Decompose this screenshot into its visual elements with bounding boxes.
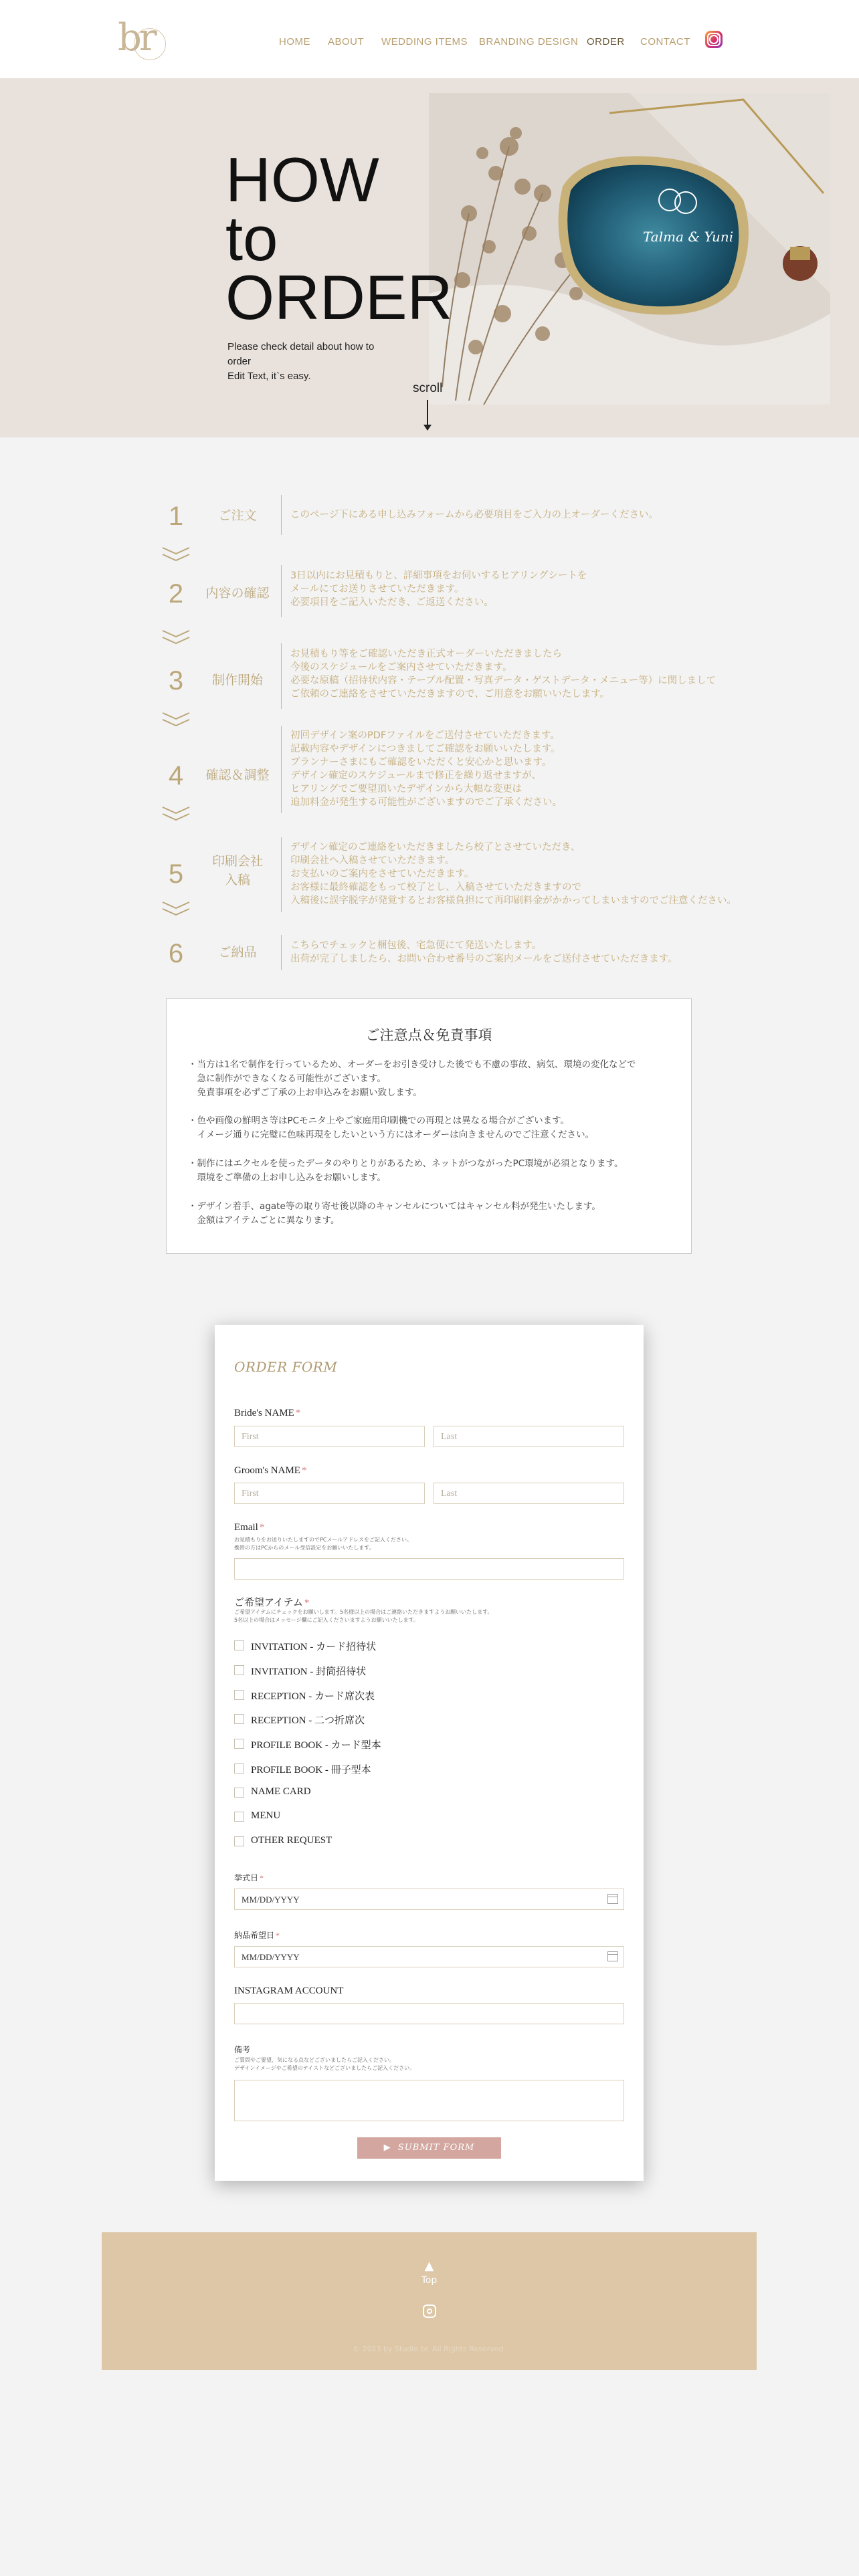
delivery-date-label: 納品希望日 * [234,1931,280,1940]
checkbox-icon[interactable] [234,1812,244,1822]
bride-last-name-input[interactable]: Last [434,1426,624,1447]
chevron-down-icon [161,711,191,727]
nav-home[interactable]: HOME [279,36,310,47]
hero-title: HOW to ORDER [225,144,453,332]
item-checkbox[interactable]: NAME CARD [234,1785,435,1801]
checkbox-icon[interactable] [234,1640,244,1650]
chevron-down-icon [161,805,191,821]
step-title: ご注文 [218,508,257,523]
email-input[interactable] [234,1558,624,1580]
back-to-top-label: Top [421,2275,438,2286]
checkbox-icon[interactable] [234,1665,244,1675]
step-divider [281,837,282,912]
logo-text: br [118,16,155,60]
scroll-label[interactable]: scroll [413,381,443,395]
site-footer [102,2232,757,2370]
step-title: 印刷会社 入稿 [211,854,263,887]
step-description: お見積もり等をご確認いただき正式オーダーいただきましたら 今後のスケジュールをご案内させていただきます。 必要な原稿（招待状内容・テーブル配置・写真データ・ゲストデータ・メニュー等）に関しまして ご依頼のご連絡をさせていただきますので、ご用意をお願いいたします。 [290,649,717,700]
item-checkbox[interactable]: OTHER REQUEST [234,1834,435,1850]
item-checkbox[interactable]: INVITATION - 封筒招待状 [234,1662,435,1679]
message-label: 備考 [234,2045,251,2054]
wedding-date-value: MM/DD/YYYY [242,1895,300,1905]
instagram-account-input[interactable] [234,2003,624,2024]
nav-order[interactable]: ORDER [587,36,625,47]
step-title: ご納品 [218,945,257,960]
checkbox-icon[interactable] [234,1690,244,1700]
notice-item: ・制作にはエクセルを使ったデータのやりとりがあるため、ネットがつながったPC環境が必須となります。 環境をご準備の上お申し込みをお願いします。 [188,1158,624,1183]
step-divider [281,935,282,970]
footer-instagram-icon[interactable] [423,2304,436,2318]
step-number: 5 [168,859,184,889]
checkbox-icon[interactable] [234,1714,244,1724]
step-description: 初回デザイン案のPDFファイルをご送付させていただきます。 記載内容やデザインにつきましてご確認をお願いいたします。 プランナーさまにもご確認をいただくと安心かと思います。 デザイン確定のスケジュールまで修正を繰り返せますが、 ヒアリングでご要望頂いたデザインから大幅な変更は 追加料金が発生する可能性がございますのでご了承ください。 [290,730,562,808]
nav-contact[interactable]: CONTACT [640,36,690,47]
step-title: 確認＆調整 [205,768,270,782]
hero-subtitle-line2: Edit Text, it`s easy. [227,370,311,382]
checkbox-icon[interactable] [234,1836,244,1846]
calendar-icon[interactable] [607,1951,618,1961]
items-note: ご希望アイテムにチェックをお願いします。5名様以上の場合はご連絡いただきますようお願いいたします。 5名以上の場合はメッセージ欄にご記入くださいますようお願いいたします。 [234,1609,493,1623]
items-label: ご希望アイテム * [234,1598,310,1608]
form-title: ORDER FORM [234,1359,338,1375]
email-note: お見積もりをお送りいたしますのでPCメールアドレスをご記入ください。 携帯の方はPCからのメール受信設定をお願いいたします。 [234,1537,413,1551]
item-checkbox[interactable]: RECEPTION - 二つ折席次 [234,1711,435,1727]
site-header [0,0,859,78]
notice-item: ・色や画像の鮮明さ等はPCモニタ上やご家庭用印刷機での再現とは異なる場合がございます。 イメージ通りに完璧に色味再現をしたいという方にはオーダーは向きませんのでご注意ください。 [188,1115,595,1140]
hero-photo-names: Talma & Yuni [643,229,734,245]
step-number: 3 [168,666,184,695]
calendar-icon[interactable] [607,1894,618,1904]
step-divider [281,495,282,535]
step-divider [281,726,282,813]
step-title: 内容の確認 [205,586,270,601]
notice-item: ・当方は1名で制作を行っているため、オーダーをお引き受けした後でも不慮の事故、病気、環境の変化などで 急に制作ができなくなる可能性がございます。 免責事項を必ずご了承の上お申込みをお願い致します。 [188,1059,636,1098]
checkbox-icon[interactable] [234,1739,244,1749]
step-divider [281,643,282,709]
hero-photo [429,93,830,405]
delivery-date-value: MM/DD/YYYY [242,1952,300,1962]
step-number: 2 [168,579,184,609]
step-number: 6 [168,939,184,968]
step-description: このページ下にある申し込みフォームから必要項目をご入力の上オーダーください。 [290,510,658,520]
send-icon: ▶ [383,2143,398,2153]
groom-last-name-input[interactable]: Last [434,1483,624,1504]
hero-photo-illustration [429,93,830,405]
instagram-icon[interactable] [705,31,723,48]
message-note: ご質問やご要望、気になる点などございましたらご記入ください。 デザインイメージやご希望のテイストなどございましたらご記入ください。 [234,2057,415,2071]
message-textarea[interactable] [234,2080,624,2121]
item-checkbox[interactable]: PROFILE BOOK - 冊子型本 [234,1761,435,1777]
wedding-date-input[interactable] [234,1889,624,1910]
step-description: 3日以内にお見積もりと、詳細事項をお伺いするヒアリングシートを メールにてお送りさせていただきます。 必要項目をご記入いただき、ご返送ください。 [290,570,587,608]
item-checkbox[interactable]: INVITATION - カード招待状 [234,1638,435,1654]
scroll-down-arrow-icon[interactable] [427,400,428,429]
groom-name-label: Groom's NAME * [234,1465,307,1476]
chevron-down-icon [161,629,191,645]
item-checkbox[interactable]: PROFILE BOOK - カード型本 [234,1736,435,1752]
bride-name-label: Bride's NAME * [234,1408,301,1418]
wedding-date-label: 挙式日 * [234,1873,264,1883]
order-form [215,1325,644,2181]
notice-title: ご注意点＆免責事項 [365,1027,492,1043]
chevron-down-icon [161,546,191,562]
submit-label: SUBMIT FORM [397,2143,475,2153]
step-divider [281,565,282,617]
delivery-date-input[interactable] [234,1946,624,1967]
hero-subtitle [227,340,381,384]
footer-copyright: © 2023 by Studio br. All Rights Reserved. [352,2345,506,2353]
checkbox-icon[interactable] [234,1788,244,1798]
nav-about[interactable]: ABOUT [328,36,365,47]
instagram-account-label: INSTAGRAM ACCOUNT [234,1985,344,1996]
checkbox-icon[interactable] [234,1763,244,1774]
item-checkbox[interactable]: RECEPTION - カード席次表 [234,1687,435,1703]
notice-item: ・デザイン着手、agate等の取り寄せ後以降のキャンセルについてはキャンセル料が発生いたします。 金額はアイテムごとに異なります。 [188,1201,601,1226]
bride-first-name-input[interactable]: First [234,1426,425,1447]
hero-subtitle-line1: Please check detail about how to order [227,341,375,367]
item-checkbox[interactable]: MENU [234,1809,435,1825]
notice-box [166,998,692,1254]
nav-wedding-items[interactable]: WEDDING ITEMS [381,36,468,47]
step-title: 制作開始 [211,673,263,687]
site-logo[interactable] [108,15,175,62]
chevron-down-icon [161,900,191,916]
chevron-up-icon: ▲ [424,2259,434,2273]
step-number: 4 [168,761,184,790]
email-label: Email * [234,1522,265,1533]
step-description: こちらでチェックと梱包後、宅急便にて発送いたします。 出荷が完了しましたら、お問い合わせ番号のご案内メールをご送付させていただきます。 [290,940,678,964]
back-to-top-link[interactable] [102,2260,757,2286]
nav-branding-design[interactable]: BRANDING DESIGN [479,36,579,47]
step-number: 1 [168,502,184,531]
groom-first-name-input[interactable]: First [234,1483,425,1504]
submit-button[interactable] [357,2137,501,2159]
step-description: デザイン確定のご連絡をいただきましたら校了とさせていただき、 印刷会社へ入稿させていただきます。 お支払いのご案内をさせていただきます。 お客様に最終確認をもって校了とし、入稿させていただきますので 入稿後に誤字脱字が発覚するとお客様負担にて再印刷料金がかかってしまいますのでご注意ください。 [290,842,737,906]
